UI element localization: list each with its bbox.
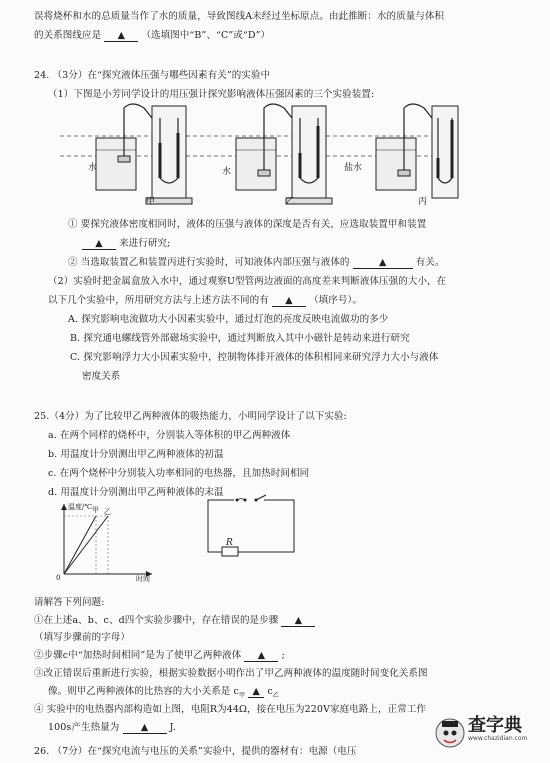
heater-circuit-diagram (204, 492, 300, 558)
answer-blank: ▲ (82, 238, 116, 250)
answer-blank: ▲ (123, 722, 167, 734)
q24-q2: ② 当选取装置乙和装置丙进行实验时，可知液体内部压强与液体的 ▲ 有关。 (68, 257, 445, 268)
resistor-label: R (226, 538, 233, 548)
pressure-apparatus-figure (60, 98, 460, 208)
graph-series-jia: 甲 (92, 506, 99, 514)
answer-blank: ▲ (353, 257, 413, 269)
q25-s3-line1: ③改正错误后重新进行实验，根据实验数据小明作出了甲乙两种液体的温度随时间变化关系图 (34, 668, 428, 679)
q25-step-d: d. 用温度计分别测出甲乙两种液体的末温 (48, 487, 224, 498)
q24-q1-line1: ① 要探究液体密度相同时，液体的压强与液体的深度是否有关，应选取装置甲和装置 (68, 219, 427, 230)
label-jia: 甲 (146, 197, 156, 207)
graph-xlabel: 时间 (136, 575, 150, 583)
answer-blank: ▲ (104, 30, 138, 42)
q24-option-c-line1: C. 探究影响浮力大小因素实验中，控制物体排开液体的体积相同来研究浮力大小与液体 (70, 352, 439, 363)
q25-s3-line2: 像。则甲乙两种液体的比热容的大小关系是 $c_甲$ ▲ $c_乙$ (48, 686, 279, 699)
label-yi: 乙 (286, 197, 296, 207)
logo-url: www.chazidian.com (468, 735, 528, 742)
answer-blank: ▲ (272, 295, 306, 307)
q24-title: 24. （3分）在“探究液体压强与哪些因素有关”的实验中 (34, 70, 271, 81)
q24-part2-line2: 以下几个实验中，所用研究方法与上述方法不同的有 ▲ （填序号）。 (48, 295, 362, 306)
q24-part2-line1: （2）实验时把金属盒放入水中，通过观察U型管两边液面的高度差来判断液体压强的大小，在 (48, 276, 447, 287)
q24-part1: （1）下图是小芳同学设计的用压强计探究影响液体压强因素的三个实验装置: (48, 89, 375, 100)
line-yi (64, 516, 108, 574)
graph-ylabel: 温度/℃ (68, 503, 93, 511)
q26-line: 26. （7分）在“探究电流与电压的关系”实验中，提供的器材有：电源（电压 (34, 746, 357, 757)
answer-blank: ▲ (281, 615, 315, 627)
q24-q1-line2: ▲ 来进行研究; (82, 235, 170, 250)
setup-yi (236, 104, 332, 204)
resistor-icon (222, 547, 238, 556)
q24-option-a: A. 探究影响电流做功大小因素实验中，通过灯泡的亮度反映电流做功的多少 (68, 314, 389, 325)
q25-s2: ②步骤c中“加热时间相同”是为了使甲乙两种液体 ▲ ; (34, 650, 285, 661)
q25-s4-line1: ④ 实验中的电热器内部构造如上图，电阻R为44Ω，接在电压为220V家庭电路上，正常工作 (34, 704, 427, 715)
q25-s1-note: （填写步骤前的字母） (34, 632, 131, 643)
q23-line1: 误将烧杯和水的总质量当作了水的质量，导致图线A未经过坐标原点。由此推断：水的质量与体积 (34, 11, 445, 22)
answer-blank: ▲ (248, 686, 264, 698)
answer-blank: ▲ (244, 650, 278, 662)
q25-step-a: a. 在两个同样的烧杯中，分别装入等体积的甲乙两种液体 (48, 430, 291, 441)
setup-bing (376, 104, 458, 198)
q23-line2: 的关系图线应是 ▲ （选填图中“B”、“C”或“D”） (34, 30, 271, 41)
subscript-jia: 甲 (238, 691, 246, 699)
q25-ask: 请解答下列问题: (34, 597, 105, 608)
q24-option-c-line2: 密度关系 (82, 371, 121, 382)
setup-jia (96, 104, 192, 204)
logo-title: 查字典 (468, 715, 522, 736)
graph-origin: 0 (56, 574, 61, 582)
q24-option-b: B. 探究通电螺线管外部磁场实验中，通过判断放入其中小磁针是转动来进行研究 (70, 333, 410, 344)
label-water-2: 水 (222, 167, 232, 177)
q25-s4-line2: 100s产生热量为 ▲ J. (48, 722, 176, 733)
q25-s1: ①在上述a、b、c、d四个实验步骤中，存在错误的是步骤 ▲ (34, 612, 315, 627)
label-salt-water: 盐水 (344, 163, 363, 173)
q25-step-c: c. 在两个烧杯中分别装入功率相同的电热器，且加热时间相同 (48, 468, 310, 479)
line-jia (64, 516, 96, 574)
subscript-yi: 乙 (272, 691, 279, 699)
graph-series-yi: 乙 (104, 508, 111, 516)
q25-title: 25.（4分）为了比较甲乙两种液体的吸热能力，小明同学设计了以下实验: (34, 411, 347, 422)
label-water-1: 水 (88, 163, 98, 173)
chazidian-logo (434, 709, 544, 757)
label-bing: 丙 (418, 197, 428, 207)
q25-step-b: b. 用温度计分别测出甲乙两种液体的初温 (48, 449, 224, 460)
